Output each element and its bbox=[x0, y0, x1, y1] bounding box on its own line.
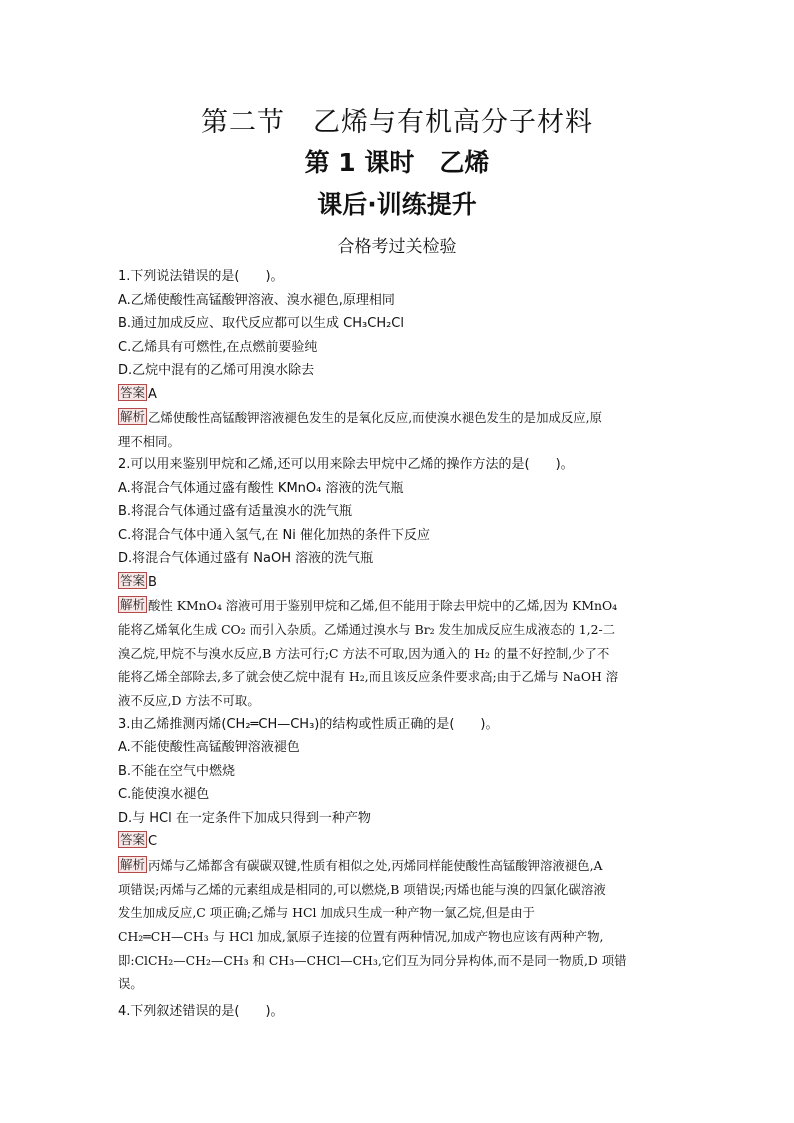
option-b: B.通过加成反应、取代反应都可以生成 CH₃CH₂Cl bbox=[118, 316, 405, 331]
explanation-text: CH₂═CH—CH₃ 与 HCl 加成,氯原子连接的位置有两种情况,加成产物也应该有两种产物, bbox=[118, 928, 604, 944]
answer-tag: 答案 bbox=[120, 384, 146, 400]
answer-value: A bbox=[148, 386, 157, 402]
explanation-text: 理不相同。 bbox=[118, 433, 180, 449]
explanation-text: 能将乙烯全部除去,多了就会使乙烷中混有 H₂,而且该反应条件要求高;由于乙烯与 NaOH 溶 bbox=[118, 669, 619, 685]
question-list bbox=[118, 265, 678, 1023]
question-stem: 1.下列说法错误的是( )。 bbox=[118, 269, 284, 284]
question-4 bbox=[118, 1000, 678, 1024]
explanation-tag: 解析 bbox=[120, 409, 146, 424]
option-b: B.不能在空气中燃烧 bbox=[118, 763, 236, 779]
explanation bbox=[118, 594, 678, 712]
explanation-text: 液不反应,D 方法不可取。 bbox=[118, 693, 260, 709]
part-title: 合格考过关检验 bbox=[337, 237, 457, 257]
explanation-text: 乙烯使酸性高锰酸钾溶液褪色发生的是氧化反应,而使溴水褪色发生的是加成反应,原 bbox=[148, 410, 602, 425]
option-b: B.将混合气体通过盛有适量溴水的洗气瓶 bbox=[118, 504, 353, 520]
explanation bbox=[118, 406, 678, 453]
lesson-title: 第 1 课时 乙烯 bbox=[304, 148, 490, 177]
section-title: 第二节 乙烯与有机高分子材料 bbox=[201, 107, 593, 138]
question-1 bbox=[118, 265, 678, 453]
explanation-text: 溴乙烷,甲烷不与溴水反应,B 方法可行;C 方法不可取,因为通入的 H₂ 的量不好控制,少了不 bbox=[118, 645, 610, 661]
explanation-text: 酸性 KMnO₄ 溶液可用于鉴别甲烷和乙烯,但不能用于除去甲烷中的乙烯,因为 KMnO₄ bbox=[148, 598, 618, 614]
question-stem: 3.由乙烯推测丙烯(CH₂═CH—CH₃)的结构或性质正确的是( )。 bbox=[118, 716, 499, 732]
explanation-text: 即:ClCH₂—CH₂—CH₃ 和 CH₃—CHCl—CH₃,它们互为同分异构体,而不是同一物质,D 项错 bbox=[118, 952, 627, 968]
option-a: A.乙烯使酸性高锰酸钾溶液、溴水褪色,原理相同 bbox=[118, 292, 395, 308]
option-d: D.将混合气体通过盛有 NaOH 溶液的洗气瓶 bbox=[118, 551, 374, 567]
answer-row bbox=[118, 383, 678, 407]
answer-value: C bbox=[148, 834, 158, 850]
explanation-tag: 解析 bbox=[120, 597, 146, 613]
option-c: C.将混合气体中通入氢气,在 Ni 催化加热的条件下反应 bbox=[118, 527, 430, 543]
option-d: D.与 HCl 在一定条件下加成只得到一种产物 bbox=[118, 810, 371, 826]
question-stem: 4.下列叙述错误的是( )。 bbox=[118, 1003, 284, 1019]
option-a: A.不能使酸性高锰酸钾溶液褪色 bbox=[118, 740, 300, 756]
answer-tag: 答案 bbox=[120, 832, 146, 848]
explanation-text: 误。 bbox=[118, 976, 143, 992]
question-2 bbox=[118, 453, 678, 712]
option-c: C.乙烯具有可燃性,在点燃前要验纯 bbox=[118, 339, 318, 355]
answer-value: B bbox=[148, 574, 157, 590]
explanation-tag: 解析 bbox=[120, 856, 146, 872]
explanation-text: 能将乙烯氧化生成 CO₂ 而引入杂质。乙烯通过溴水与 Br₂ 发生加成反应生成液态的 1,2-二 bbox=[118, 622, 616, 638]
question-3 bbox=[118, 713, 678, 996]
answer-tag: 答案 bbox=[120, 572, 146, 588]
explanation-text: 丙烯与乙烯都含有碳碳双键,性质有相似之处,丙烯同样能使酸性高锰酸钾溶液褪色,A bbox=[148, 857, 603, 873]
option-d: D.乙烷中混有的乙烯可用溴水除去 bbox=[118, 363, 315, 378]
subtitle: 课后·训练提升 bbox=[317, 190, 477, 219]
answer-row bbox=[118, 571, 678, 595]
explanation-text: 项错误;丙烯与乙烯的元素组成是相同的,可以燃烧,B 项错误;丙烯也能与溴的四氯化碳溶液 bbox=[118, 881, 606, 897]
option-c: C.能使溴水褪色 bbox=[118, 787, 210, 803]
question-stem: 2.可以用来鉴别甲烷和乙烯,还可以用来除去甲烷中乙烯的操作方法的是( )。 bbox=[118, 457, 574, 473]
explanation bbox=[118, 854, 678, 996]
answer-row bbox=[118, 830, 678, 854]
explanation-text: 发生加成反应,C 项正确;乙烯与 HCl 加成只生成一种产物一氯乙烷,但是由于 bbox=[118, 905, 535, 921]
option-a: A.将混合气体通过盛有酸性 KMnO₄ 溶液的洗气瓶 bbox=[118, 480, 404, 496]
